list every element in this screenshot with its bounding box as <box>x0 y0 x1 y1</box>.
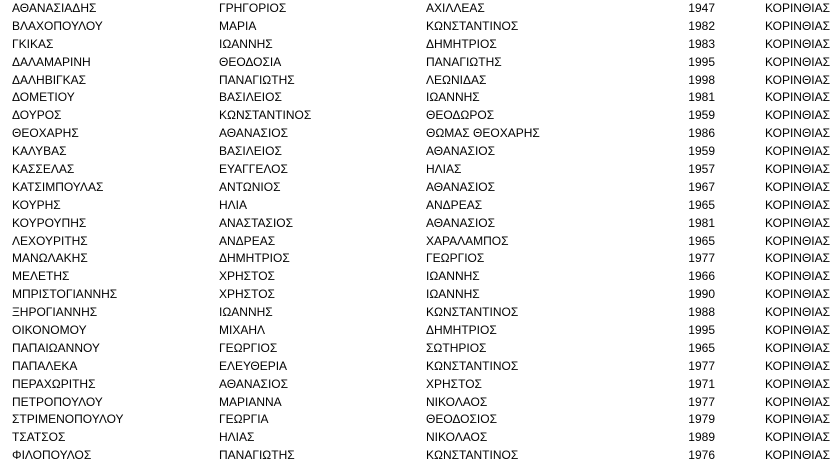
father-name-cell: ΑΝΔΡΕΑΣ <box>426 197 483 212</box>
father-name-cell: ΠΑΝΑΓΙΩΤΗΣ <box>426 54 502 69</box>
table-row <box>0 376 839 394</box>
year-cell: 1981 <box>688 90 715 105</box>
region-cell: ΚΟΡΙΝΘΙΑΣ <box>765 340 831 355</box>
surname-cell: ΛΕΧΟΥΡΙΤΗΣ <box>12 233 88 248</box>
year-cell: 1990 <box>688 287 715 302</box>
surname-cell: ΔΟΥΡΟΣ <box>12 108 62 123</box>
region-cell: ΚΟΡΙΝΘΙΑΣ <box>765 233 831 248</box>
first-name-cell: ΑΘΑΝΑΣΙΟΣ <box>219 376 289 391</box>
region-cell: ΚΟΡΙΝΘΙΑΣ <box>765 90 831 105</box>
first-name-cell: ΠΑΝΑΓΙΩΤΗΣ <box>219 448 295 463</box>
region-cell: ΚΟΡΙΝΘΙΑΣ <box>765 1 831 15</box>
father-name-cell: ΔΗΜΗΤΡΙΟΣ <box>426 323 497 338</box>
surname-cell: ΟΙΚΟΝΟΜΟΥ <box>12 323 87 338</box>
first-name-cell: ΧΡΗΣΤΟΣ <box>219 287 275 302</box>
region-cell: ΚΟΡΙΝΘΙΑΣ <box>765 305 831 320</box>
table-row <box>0 340 839 358</box>
table-row <box>0 394 839 412</box>
surname-cell: ΚΟΥΡΟΥΠΗΣ <box>12 215 87 230</box>
father-name-cell: ΑΘΑΝΑΣΙΟΣ <box>426 179 496 194</box>
year-cell: 1977 <box>688 358 715 373</box>
first-name-cell: ΜΑΡΙΑΝΝΑ <box>219 394 282 409</box>
first-name-cell: ΔΗΜΗΤΡΙΟΣ <box>219 251 290 266</box>
father-name-cell: ΗΛΙΑΣ <box>426 162 462 177</box>
surname-cell: ΜΕΛΕΤΗΣ <box>12 269 70 284</box>
father-name-cell: ΘΕΟΔΟΣΙΟΣ <box>426 412 498 427</box>
region-cell: ΚΟΡΙΝΘΙΑΣ <box>765 162 831 177</box>
region-cell: ΚΟΡΙΝΘΙΑΣ <box>765 448 831 463</box>
year-cell: 1966 <box>688 269 715 284</box>
year-cell: 1957 <box>688 162 715 177</box>
table-row <box>0 304 839 322</box>
year-cell: 1959 <box>688 108 715 123</box>
table-row <box>0 18 839 36</box>
surname-cell: ΔΑΛΗΒΙΓΚΑΣ <box>12 72 87 87</box>
table-row <box>0 268 839 286</box>
father-name-cell: ΙΩΑΝΝΗΣ <box>426 90 480 105</box>
surname-cell: ΚΑΣΣΕΛΑΣ <box>12 162 75 177</box>
father-name-cell: ΑΧΙΛΛΕΑΣ <box>426 1 485 15</box>
surname-cell: ΚΑΤΣΙΜΠΟΥΛΑΣ <box>12 179 104 194</box>
region-cell: ΚΟΡΙΝΘΙΑΣ <box>765 358 831 373</box>
surname-cell: ΔΑΛΑΜΑΡΙΝΗ <box>12 54 91 69</box>
table-row <box>0 286 839 304</box>
year-cell: 1989 <box>688 430 715 445</box>
father-name-cell: ΚΩΝΣΤΑΝΤΙΝΟΣ <box>426 18 519 33</box>
first-name-cell: ΓΕΩΡΓΙΟΣ <box>219 340 278 355</box>
father-name-cell: ΙΩΑΝΝΗΣ <box>426 269 480 284</box>
region-cell: ΚΟΡΙΝΘΙΑΣ <box>765 179 831 194</box>
year-cell: 1981 <box>688 215 715 230</box>
table-row <box>0 429 839 447</box>
first-name-cell: ΠΑΝΑΓΙΩΤΗΣ <box>219 72 295 87</box>
year-cell: 1976 <box>688 448 715 463</box>
surname-cell: ΜΑΝΩΛΑΚΗΣ <box>12 251 88 266</box>
table-row <box>0 143 839 161</box>
first-name-cell: ΑΝΑΣΤΑΣΙΟΣ <box>219 215 294 230</box>
region-cell: ΚΟΡΙΝΘΙΑΣ <box>765 376 831 391</box>
first-name-cell: ΙΩΑΝΝΗΣ <box>219 36 273 51</box>
table-row <box>0 107 839 125</box>
year-cell: 1977 <box>688 394 715 409</box>
father-name-cell: ΘΕΟΔΩΡΟΣ <box>426 108 495 123</box>
year-cell: 1986 <box>688 126 715 141</box>
table-row <box>0 161 839 179</box>
table-row <box>0 447 839 465</box>
father-name-cell: ΙΩΑΝΝΗΣ <box>426 287 480 302</box>
first-name-cell: ΓΡΗΓΟΡΙΟΣ <box>219 1 287 15</box>
first-name-cell: ΜΙΧΑΗΛ <box>219 323 266 338</box>
first-name-cell: ΗΛΙΑΣ <box>219 430 255 445</box>
surname-cell: ΚΟΥΡΗΣ <box>12 197 61 212</box>
table-row <box>0 89 839 107</box>
year-cell: 1983 <box>688 36 715 51</box>
father-name-cell: ΘΩΜΑΣ ΘΕΟΧΑΡΗΣ <box>426 126 540 141</box>
year-cell: 1995 <box>688 54 715 69</box>
year-cell: 1967 <box>688 179 715 194</box>
first-name-cell: ΑΝΤΩΝΙΟΣ <box>219 179 281 194</box>
year-cell: 1998 <box>688 72 715 87</box>
surname-cell: ΚΑΛΥΒΑΣ <box>12 144 67 159</box>
table-row <box>0 125 839 143</box>
year-cell: 1977 <box>688 251 715 266</box>
year-cell: 1965 <box>688 233 715 248</box>
first-name-cell: ΒΑΣΙΛΕΙΟΣ <box>219 90 282 105</box>
region-cell: ΚΟΡΙΝΘΙΑΣ <box>765 36 831 51</box>
region-cell: ΚΟΡΙΝΘΙΑΣ <box>765 18 831 33</box>
father-name-cell: ΓΕΩΡΓΙΟΣ <box>426 251 485 266</box>
region-cell: ΚΟΡΙΝΘΙΑΣ <box>765 72 831 87</box>
table-row <box>0 197 839 215</box>
father-name-cell: ΔΗΜΗΤΡΙΟΣ <box>426 36 497 51</box>
region-cell: ΚΟΡΙΝΘΙΑΣ <box>765 412 831 427</box>
region-cell: ΚΟΡΙΝΘΙΑΣ <box>765 287 831 302</box>
table-row <box>0 36 839 54</box>
region-cell: ΚΟΡΙΝΘΙΑΣ <box>765 108 831 123</box>
year-cell: 1965 <box>688 340 715 355</box>
surname-cell: ΠΕΤΡΟΠΟΥΛΟΥ <box>12 394 103 409</box>
father-name-cell: ΣΩΤΗΡΙΟΣ <box>426 340 487 355</box>
surname-cell: ΠΑΠΑΙΩΑΝΝΟΥ <box>12 340 100 355</box>
table-row <box>0 322 839 340</box>
father-name-cell: ΛΕΩΝΙΔΑΣ <box>426 72 487 87</box>
region-cell: ΚΟΡΙΝΘΙΑΣ <box>765 144 831 159</box>
region-cell: ΚΟΡΙΝΘΙΑΣ <box>765 126 831 141</box>
father-name-cell: ΧΡΗΣΤΟΣ <box>426 376 482 391</box>
first-name-cell: ΓΕΩΡΓΙΑ <box>219 412 269 427</box>
region-cell: ΚΟΡΙΝΘΙΑΣ <box>765 54 831 69</box>
surname-cell: ΞΗΡΟΓΙΑΝΝΗΣ <box>12 305 98 320</box>
table-row <box>0 179 839 197</box>
year-cell: 1959 <box>688 144 715 159</box>
region-cell: ΚΟΡΙΝΘΙΑΣ <box>765 323 831 338</box>
year-cell: 1988 <box>688 305 715 320</box>
first-name-cell: ΕΛΕΥΘΕΡΙΑ <box>219 358 288 373</box>
surname-cell: ΓΚΙΚΑΣ <box>12 36 54 51</box>
surname-cell: ΔΟΜΕΤΙΟΥ <box>12 90 75 105</box>
table-row <box>0 358 839 376</box>
first-name-cell: ΙΩΑΝΝΗΣ <box>219 305 273 320</box>
father-name-cell: ΚΩΝΣΤΑΝΤΙΝΟΣ <box>426 448 519 463</box>
father-name-cell: ΝΙΚΟΛΑΟΣ <box>426 394 488 409</box>
region-cell: ΚΟΡΙΝΘΙΑΣ <box>765 430 831 445</box>
table-row <box>0 215 839 233</box>
surname-cell: ΜΠΡΙΣΤΟΓΙΑΝΝΗΣ <box>12 287 118 302</box>
region-cell: ΚΟΡΙΝΘΙΑΣ <box>765 269 831 284</box>
surname-cell: ΣΤΡΙΜΕΝΟΠΟΥΛΟΥ <box>12 412 124 427</box>
surname-cell: ΦΙΛΟΠΟΥΛΟΣ <box>12 448 92 463</box>
first-name-cell: ΜΑΡΙΑ <box>219 18 257 33</box>
region-cell: ΚΟΡΙΝΘΙΑΣ <box>765 251 831 266</box>
father-name-cell: ΚΩΝΣΤΑΝΤΙΝΟΣ <box>426 305 519 320</box>
father-name-cell: ΚΩΝΣΤΑΝΤΙΝΟΣ <box>426 358 519 373</box>
year-cell: 1965 <box>688 197 715 212</box>
surname-cell: ΘΕΟΧΑΡΗΣ <box>12 126 79 141</box>
region-cell: ΚΟΡΙΝΘΙΑΣ <box>765 394 831 409</box>
first-name-cell: ΚΩΝΣΤΑΝΤΙΝΟΣ <box>219 108 312 123</box>
table-row <box>0 0 839 18</box>
table-row <box>0 72 839 90</box>
table-row <box>0 250 839 268</box>
table-row <box>0 233 839 251</box>
surname-cell: ΠΑΠΑΛΕΚΑ <box>12 358 78 373</box>
first-name-cell: ΘΕΟΔΟΣΙΑ <box>219 54 282 69</box>
year-cell: 1982 <box>688 18 715 33</box>
first-name-cell: ΑΝΔΡΕΑΣ <box>219 233 276 248</box>
father-name-cell: ΑΘΑΝΑΣΙΟΣ <box>426 215 496 230</box>
surname-cell: ΒΛΑΧΟΠΟΥΛΟΥ <box>12 18 103 33</box>
first-name-cell: ΕΥΑΓΓΕΛΟΣ <box>219 162 288 177</box>
father-name-cell: ΧΑΡΑΛΑΜΠΟΣ <box>426 233 509 248</box>
first-name-cell: ΒΑΣΙΛΕΙΟΣ <box>219 144 282 159</box>
year-cell: 1947 <box>688 1 715 15</box>
region-cell: ΚΟΡΙΝΘΙΑΣ <box>765 197 831 212</box>
table-row <box>0 411 839 429</box>
first-name-cell: ΑΘΑΝΑΣΙΟΣ <box>219 126 289 141</box>
year-cell: 1995 <box>688 323 715 338</box>
first-name-cell: ΗΛΙΑ <box>219 197 248 212</box>
region-cell: ΚΟΡΙΝΘΙΑΣ <box>765 215 831 230</box>
table-row <box>0 54 839 72</box>
first-name-cell: ΧΡΗΣΤΟΣ <box>219 269 275 284</box>
surname-cell: ΤΣΑΤΣΟΣ <box>12 430 66 445</box>
father-name-cell: ΝΙΚΟΛΑΟΣ <box>426 430 488 445</box>
surname-cell: ΠΕΡΑΧΩΡΙΤΗΣ <box>12 376 96 391</box>
year-cell: 1971 <box>688 376 715 391</box>
surname-cell: ΑΘΑΝΑΣΙΑΔΗΣ <box>12 1 97 15</box>
father-name-cell: ΑΘΑΝΑΣΙΟΣ <box>426 144 496 159</box>
year-cell: 1979 <box>688 412 715 427</box>
